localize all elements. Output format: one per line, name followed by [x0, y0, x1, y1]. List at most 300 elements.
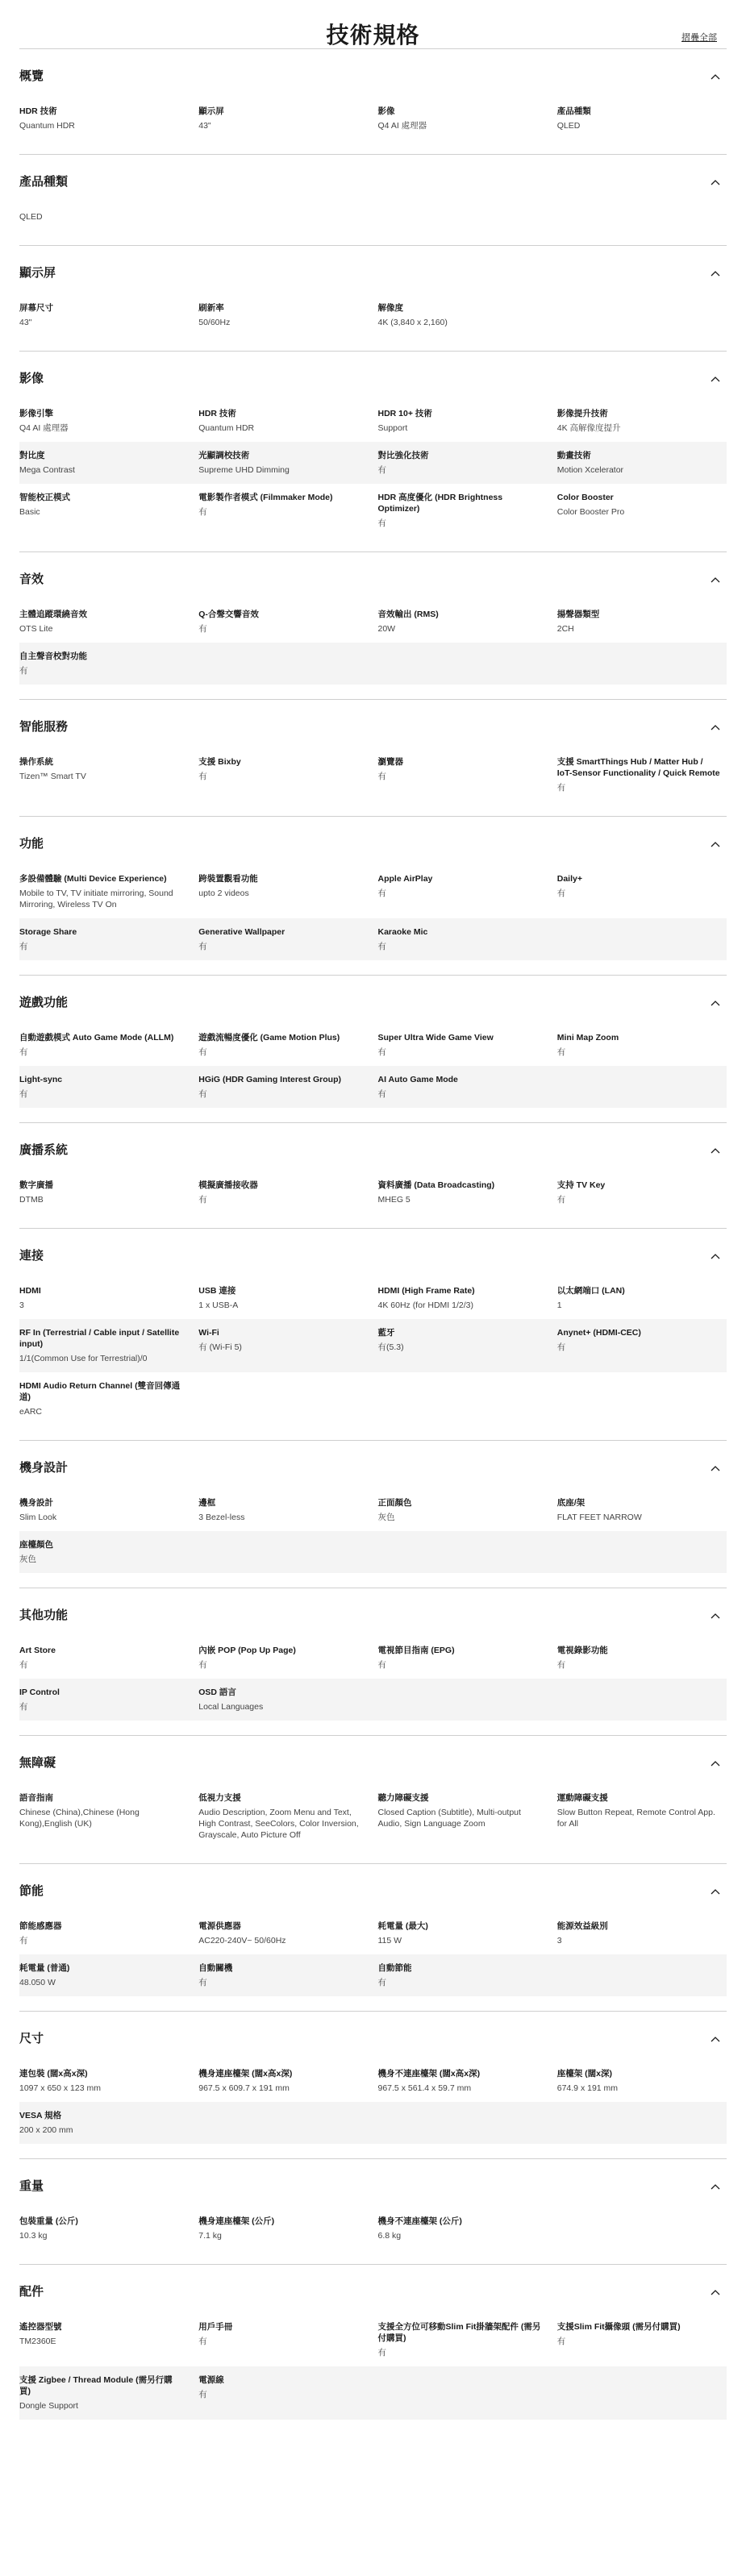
spec-item [198, 1032, 368, 1058]
spec-label: Apple AirPlay [377, 874, 433, 884]
spec-section [19, 1122, 727, 1228]
spec-item [19, 1687, 189, 1712]
spec-row [19, 1277, 727, 1319]
spec-value: 3 [19, 1300, 24, 1310]
section-header[interactable] [19, 173, 727, 192]
spec-row [19, 1489, 727, 1531]
spec-value: Basic [19, 507, 40, 517]
spec-value: 有 [556, 1047, 566, 1057]
spec-item [198, 2321, 368, 2358]
spec-item [378, 492, 548, 529]
spec-row [19, 865, 727, 918]
spec-section [19, 816, 727, 975]
chevron-up-icon[interactable] [711, 372, 719, 380]
spec-value: Motion Xcelerator [556, 465, 624, 475]
spec-item [378, 2068, 548, 2094]
spec-value: Slim Look [19, 1513, 57, 1522]
spec-row [19, 1637, 727, 1679]
spec-value: 有 [19, 666, 28, 676]
spec-row [19, 2208, 727, 2249]
section-title: 機身設計 [19, 1461, 69, 1475]
spec-value: 有 [19, 1660, 28, 1670]
spec-section [19, 2011, 727, 2158]
spec-label: Karaoke Mic [377, 927, 428, 937]
spec-item [19, 1645, 189, 1671]
spec-item [198, 873, 368, 910]
collapse-all-link[interactable]: 摺疊全部 [681, 33, 717, 43]
spec-value: 967.5 x 609.7 x 191 mm [198, 2083, 290, 2093]
spec-value: 2CH [556, 624, 574, 634]
section-header[interactable] [19, 1459, 727, 1478]
spec-item [198, 1285, 368, 1311]
spec-item [19, 2068, 189, 2094]
spec-value: Slow Button Repeat, Remote Control App. for All [556, 1808, 715, 1829]
chevron-up-icon[interactable] [711, 69, 719, 77]
spec-value: 有 [19, 1089, 28, 1099]
spec-item [557, 1792, 727, 1841]
spec-label: 顯示屏 [198, 106, 224, 116]
spec-label: 內嵌 POP (Pop Up Page) [198, 1646, 296, 1655]
spec-label: 運動障礙支援 [556, 1793, 608, 1803]
spec-row [19, 98, 727, 139]
spec-value: 3 Bezel-less [198, 1513, 245, 1522]
spec-value: 有 [198, 624, 207, 634]
spec-value: Local Languages [198, 1702, 264, 1712]
spec-item [557, 1645, 727, 1671]
spec-item [198, 2068, 368, 2094]
spec-row [19, 2060, 727, 2102]
spec-label: Generative Wallpaper [198, 927, 285, 937]
spec-item [19, 1032, 189, 1058]
spec-value: 有 [377, 1047, 386, 1057]
spec-item [198, 1327, 368, 1364]
spec-label: 影像提升技術 [556, 409, 608, 418]
spec-item [557, 2068, 727, 2094]
section-title: 顯示屏 [19, 266, 56, 280]
spec-label: HDMI Audio Return Channel (雙音回傳通道) [19, 1381, 181, 1402]
spec-item [198, 609, 368, 635]
section-header[interactable] [19, 1882, 727, 1901]
spec-label: IP Control [19, 1688, 60, 1697]
spec-item [378, 2216, 548, 2241]
spec-label: 電視節目指南 (EPG) [377, 1646, 455, 1655]
section-title: 產品種類 [19, 175, 69, 189]
spec-item [378, 450, 548, 476]
section-header[interactable] [19, 993, 727, 1013]
spec-value: 有 [198, 1660, 207, 1670]
spec-item [19, 1497, 189, 1523]
spec-label: 支援全方位可移動Slim Fit掛牆架配件 (需另付購買) [377, 2322, 541, 2343]
spec-label: HDR 技術 [19, 106, 57, 116]
chevron-up-icon[interactable] [711, 572, 719, 581]
spec-item [19, 2374, 189, 2412]
section-header[interactable] [19, 2283, 727, 2302]
spec-label: 節能感應器 [19, 1921, 62, 1931]
spec-label: 智能校正模式 [19, 493, 70, 502]
section-header[interactable] [19, 2029, 727, 2049]
section-title: 節能 [19, 1884, 44, 1898]
spec-value: 有 [198, 1978, 207, 1987]
spec-section [19, 1440, 727, 1588]
spec-value: Tizen™ Smart TV [19, 772, 86, 781]
spec-item [557, 2321, 727, 2358]
spec-item [557, 1285, 727, 1311]
spec-label: 以太網端口 (LAN) [556, 1286, 625, 1296]
spec-item [557, 1180, 727, 1205]
spec-label: 對比度 [19, 451, 45, 460]
spec-value: 有 [377, 1089, 386, 1099]
chevron-up-icon[interactable] [711, 1461, 719, 1469]
spec-label: Wi-Fi [198, 1328, 219, 1338]
spec-item [198, 408, 368, 434]
spec-item [19, 106, 189, 131]
spec-value: Supreme UHD Dimming [198, 465, 290, 475]
spec-item [557, 106, 727, 131]
spec-value: FLAT FEET NARROW [556, 1513, 642, 1522]
spec-label: Daily+ [556, 874, 582, 884]
spec-value: 有 [556, 888, 566, 898]
spec-value: 有 (Wi-Fi 5) [198, 1342, 242, 1352]
section-title: 配件 [19, 2285, 44, 2299]
spec-label: 遊戲流暢度優化 (Game Motion Plus) [198, 1033, 340, 1042]
section-header[interactable] [19, 1141, 727, 1160]
chevron-up-icon[interactable] [711, 2179, 719, 2187]
spec-item [19, 2216, 189, 2241]
spec-section [19, 1735, 727, 1863]
section-header[interactable] [19, 369, 727, 389]
spec-value: 4K 高解像度提升 [556, 423, 621, 433]
spec-item [19, 302, 189, 328]
section-title: 尺寸 [19, 2032, 44, 2045]
chevron-up-icon[interactable] [711, 1143, 719, 1151]
spec-item [19, 873, 189, 910]
spec-value: 有 [19, 1047, 28, 1057]
spec-value: 有 [556, 1660, 566, 1670]
spec-sections [0, 48, 746, 2434]
spec-value: Q4 AI 處理器 [377, 121, 427, 131]
chevron-up-icon[interactable] [711, 2032, 719, 2040]
spec-item [198, 1180, 368, 1205]
spec-item [19, 1285, 189, 1311]
spec-item [198, 1645, 368, 1671]
section-header[interactable] [19, 834, 727, 854]
spec-value: 4K (3,840 x 2,160) [377, 318, 448, 327]
spec-item [198, 1921, 368, 1946]
spec-label: 支援 SmartThings Hub / Matter Hub / IoT-Sensor Functionality / Quick Remote [556, 757, 720, 778]
spec-item [19, 2321, 189, 2358]
spec-value: 有 [377, 1660, 386, 1670]
spec-label: Color Booster [556, 493, 614, 502]
spec-label: 跨裝置觀看功能 [198, 874, 258, 884]
spec-item [378, 1327, 548, 1364]
chevron-up-icon[interactable] [711, 837, 719, 845]
spec-label: 機身設計 [19, 1498, 53, 1508]
spec-label: 正面顏色 [377, 1498, 412, 1508]
spec-item [557, 756, 727, 793]
spec-value: 有 [377, 2348, 386, 2358]
spec-label: 對比強化技術 [377, 451, 429, 460]
spec-item [198, 302, 368, 328]
spec-label: 語音指南 [19, 1793, 53, 1803]
spec-label: 解像度 [377, 303, 403, 313]
spec-row [19, 748, 727, 801]
spec-item [198, 2216, 368, 2241]
spec-value: 有 [19, 942, 28, 951]
spec-value: 有(5.3) [377, 1342, 404, 1352]
spec-item [557, 873, 727, 910]
section-title: 智能服務 [19, 720, 69, 734]
spec-label: OSD 語言 [198, 1688, 236, 1697]
spec-item [19, 756, 189, 793]
spec-value: 4K 60Hz (for HDMI 1/2/3) [377, 1300, 473, 1310]
spec-label: 電視錄影功能 [556, 1646, 608, 1655]
spec-value: 43" [19, 318, 32, 327]
spec-section [19, 2264, 727, 2434]
header [0, 0, 746, 48]
spec-value: QLED [19, 212, 43, 222]
spec-label: HDR 技術 [198, 409, 236, 418]
spec-value: 1 [556, 1300, 562, 1310]
spec-row [19, 1319, 727, 1372]
spec-label: 聽力障礙支援 [377, 1793, 429, 1803]
chevron-up-icon[interactable] [711, 1608, 719, 1617]
chevron-up-icon[interactable] [711, 1884, 719, 1892]
spec-item [198, 926, 368, 952]
spec-section [19, 2158, 727, 2264]
spec-item [19, 408, 189, 434]
spec-item [378, 609, 548, 635]
spec-value: 有 [556, 1342, 566, 1352]
spec-item [557, 1921, 727, 1946]
spec-section [19, 1588, 727, 1735]
spec-label: 機身不連座檯架 (公斤) [377, 2216, 462, 2226]
spec-value: MHEG 5 [377, 1195, 411, 1205]
section-title: 音效 [19, 572, 44, 586]
section-title: 影像 [19, 372, 44, 385]
spec-row [19, 601, 727, 643]
spec-label: HDR 10+ 技術 [377, 409, 432, 418]
spec-item [19, 651, 189, 676]
spec-value: 115 W [377, 1936, 402, 1946]
spec-item [19, 1921, 189, 1946]
spec-label: 自動遊戲模式 Auto Game Mode (ALLM) [19, 1033, 174, 1042]
spec-item [378, 1921, 548, 1946]
spec-label: 包裝重量 (公斤) [19, 2216, 78, 2226]
spec-section [19, 699, 727, 816]
spec-row [19, 1024, 727, 1066]
spec-value: 有 [377, 518, 386, 528]
spec-row [19, 1171, 727, 1213]
spec-label: Super Ultra Wide Game View [377, 1033, 494, 1042]
spec-value: 20W [377, 624, 396, 634]
spec-label: HDMI [19, 1286, 41, 1296]
spec-item [378, 1285, 548, 1311]
spec-section [19, 551, 727, 699]
spec-section [19, 1228, 727, 1440]
spec-label: 低視力支援 [198, 1793, 241, 1803]
spec-item [378, 1962, 548, 1988]
spec-label: Q-合聲交響音效 [198, 610, 259, 619]
section-title: 無障礙 [19, 1756, 56, 1770]
spec-value: Mobile to TV, TV initiate mirroring, Sound Mirroring, Wireless TV On [19, 888, 173, 909]
spec-item [557, 492, 727, 529]
chevron-up-icon[interactable] [711, 996, 719, 1004]
spec-value: 48.050 W [19, 1978, 56, 1987]
spec-label: 音效輸出 (RMS) [377, 610, 439, 619]
spec-item [557, 609, 727, 635]
spec-row [19, 1954, 727, 1996]
spec-row [19, 294, 727, 336]
spec-value: 灰色 [377, 1513, 395, 1522]
section-title: 遊戲功能 [19, 996, 69, 1009]
section-header[interactable] [19, 264, 727, 283]
section-title: 功能 [19, 837, 44, 851]
spec-value: 50/60Hz [198, 318, 231, 327]
spec-value: Mega Contrast [19, 465, 75, 475]
spec-value: 7.1 kg [198, 2231, 222, 2241]
spec-label: VESA 規格 [19, 2111, 62, 2120]
spec-row [19, 1912, 727, 1954]
spec-row [19, 643, 727, 685]
spec-value: Support [377, 423, 408, 433]
spec-value: Color Booster Pro [556, 507, 625, 517]
spec-value: 6.8 kg [377, 2231, 402, 2241]
section-header[interactable] [19, 67, 727, 86]
spec-label: 支援Slim Fit攝像頭 (需另付購買) [556, 2322, 681, 2332]
spec-value: 1/1(Common Use for Terrestrial)/0 [19, 1354, 148, 1363]
spec-label: 自動關機 [198, 1963, 233, 1973]
section-header[interactable] [19, 570, 727, 589]
spec-item [557, 450, 727, 476]
spec-section [19, 1863, 727, 2011]
spec-label: 光顯調校技術 [198, 451, 250, 460]
spec-item [19, 609, 189, 635]
spec-item [198, 1074, 368, 1100]
spec-label: Art Store [19, 1646, 56, 1655]
spec-section [19, 48, 727, 154]
spec-row [19, 203, 727, 231]
spec-label: 數字廣播 [19, 1180, 53, 1190]
spec-item [19, 450, 189, 476]
spec-value: Q4 AI 處理器 [19, 423, 69, 433]
chevron-up-icon[interactable] [711, 720, 719, 728]
spec-item [378, 302, 548, 328]
spec-value: 有 [19, 1936, 28, 1946]
spec-label: 機身連座檯架 (闊x高x深) [198, 2069, 293, 2079]
section-header[interactable] [19, 1754, 727, 1773]
spec-section [19, 351, 727, 551]
spec-value: 有 [198, 1089, 207, 1099]
spec-value: 有 [556, 1195, 566, 1205]
section-title: 廣播系統 [19, 1143, 69, 1157]
spec-value: 灰色 [19, 1554, 36, 1564]
spec-label: 屏幕尺寸 [19, 303, 53, 313]
spec-label: Mini Map Zoom [556, 1033, 619, 1042]
spec-item [198, 2374, 368, 2412]
spec-item [557, 1032, 727, 1058]
spec-value: Quantum HDR [198, 423, 255, 433]
spec-item [198, 106, 368, 131]
section-header[interactable] [19, 1246, 727, 1266]
spec-item [19, 926, 189, 952]
spec-item [378, 1792, 548, 1841]
spec-value: OTS Lite [19, 624, 53, 634]
spec-value: 200 x 200 mm [19, 2125, 73, 2135]
spec-label: 遙控器型號 [19, 2322, 62, 2332]
section-header[interactable] [19, 2177, 727, 2196]
spec-label: 自動節能 [377, 1963, 412, 1973]
spec-label: 主體追蹤環繞音效 [19, 610, 87, 619]
spec-value: 43" [198, 121, 211, 131]
spec-label: 資料廣播 (Data Broadcasting) [377, 1180, 495, 1190]
spec-label: 自主聲音校對功能 [19, 651, 87, 661]
chevron-up-icon[interactable] [711, 2285, 719, 2293]
spec-item [198, 1497, 368, 1523]
chevron-up-icon[interactable] [711, 266, 719, 274]
chevron-up-icon[interactable] [711, 175, 719, 183]
spec-item [198, 450, 368, 476]
spec-label: 支援 Zigbee / Thread Module (需另行購買) [19, 2375, 173, 2396]
section-header[interactable] [19, 718, 727, 737]
spec-value: 有 [19, 1702, 28, 1712]
chevron-up-icon[interactable] [711, 1249, 719, 1257]
chevron-up-icon[interactable] [711, 1756, 719, 1764]
spec-item [19, 1539, 189, 1565]
spec-value: 有 [377, 942, 386, 951]
spec-value: 有 [198, 2390, 207, 2399]
spec-value: Closed Caption (Subtitle), Multi-output Audio, Sign Language Zoom [377, 1808, 521, 1829]
spec-value: 有 [198, 942, 207, 951]
spec-value: Dongle Support [19, 2401, 78, 2411]
spec-label: 產品種類 [556, 106, 591, 116]
spec-value: 3 [556, 1936, 562, 1946]
spec-row [19, 484, 727, 537]
spec-value: eARC [19, 1407, 43, 1417]
spec-label: 動畫技術 [556, 451, 591, 460]
spec-value: 有 [198, 507, 207, 517]
spec-row [19, 1679, 727, 1721]
spec-label: 揚聲器類型 [556, 610, 600, 619]
spec-label: 能源效益級別 [556, 1921, 608, 1931]
spec-row [19, 918, 727, 960]
spec-label: 支援 Bixby [198, 757, 241, 767]
spec-item [378, 2321, 548, 2358]
spec-label: 多設備體驗 (Multi Device Experience) [19, 874, 167, 884]
spec-section [19, 975, 727, 1122]
spec-value: Chinese (China),Chinese (Hong Kong),English (UK) [19, 1808, 140, 1829]
spec-item [19, 1074, 189, 1100]
spec-value: DTMB [19, 1195, 44, 1205]
spec-value: 有 [377, 772, 386, 781]
section-header[interactable] [19, 1606, 727, 1625]
spec-label: 影像 [377, 106, 395, 116]
spec-item [378, 873, 548, 910]
spec-item [378, 756, 548, 793]
spec-value: 10.3 kg [19, 2231, 48, 2241]
spec-value: QLED [556, 121, 581, 131]
spec-value: 有 [198, 772, 207, 781]
spec-label: 電源線 [198, 2375, 224, 2385]
spec-row [19, 1531, 727, 1573]
spec-value: 1097 x 650 x 123 mm [19, 2083, 101, 2093]
spec-row [19, 1784, 727, 1849]
spec-section [19, 245, 727, 351]
spec-label: RF In (Terrestrial / Cable input / Satellite input) [19, 1328, 180, 1349]
spec-label: 藍牙 [377, 1328, 395, 1338]
spec-value: 有 [556, 783, 566, 793]
spec-item [198, 756, 368, 793]
spec-row [19, 1066, 727, 1108]
